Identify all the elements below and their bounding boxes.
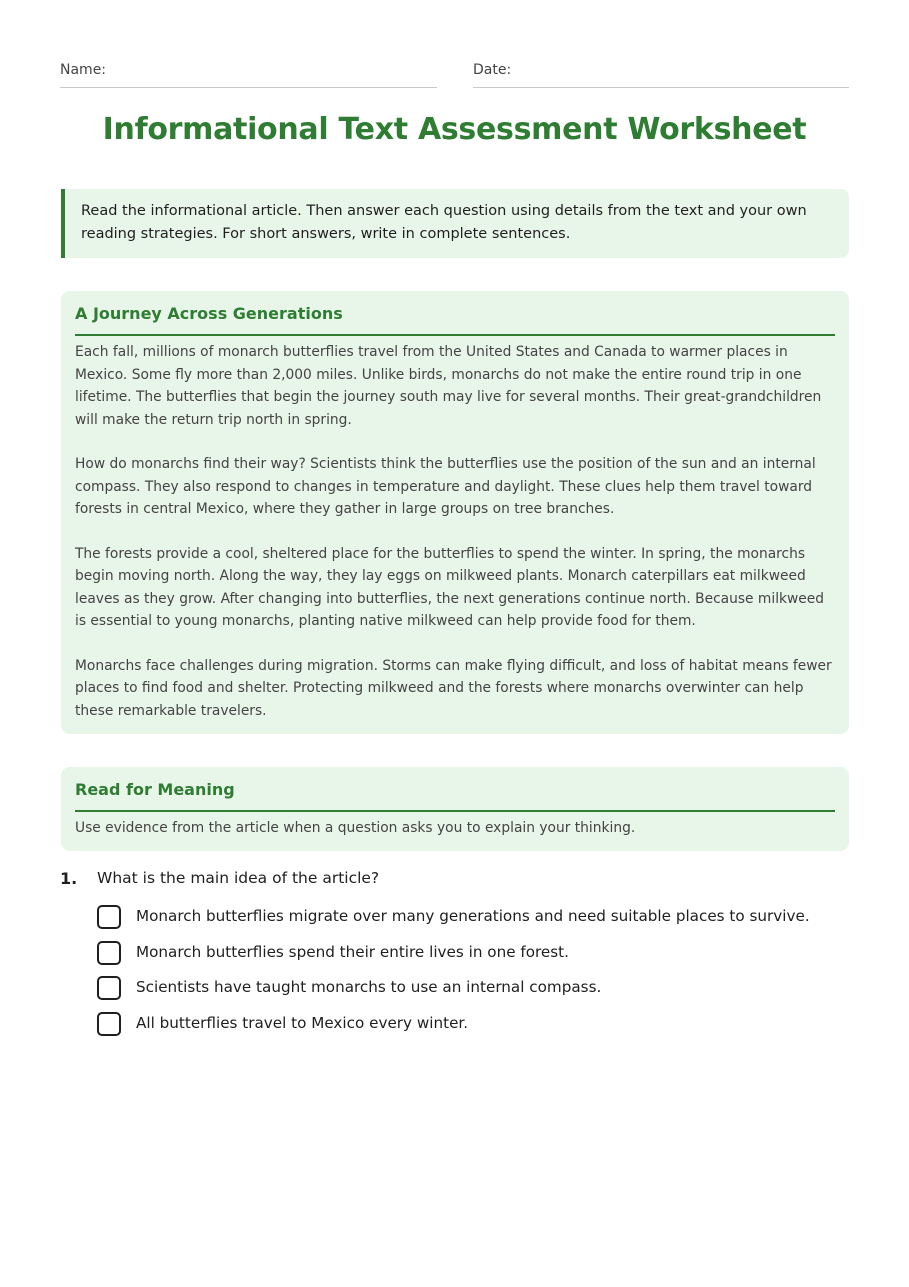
article-heading: A Journey Across Generations xyxy=(75,304,835,336)
answer-options xyxy=(97,905,847,1047)
section-heading: Read for Meaning xyxy=(75,780,835,812)
name-field[interactable] xyxy=(60,60,437,88)
date-field[interactable] xyxy=(473,60,849,88)
name-label: Name: xyxy=(60,62,107,78)
option-label: All butterflies travel to Mexico every winter. xyxy=(136,1013,469,1032)
date-label: Date: xyxy=(473,62,512,78)
article-body xyxy=(75,341,835,744)
checkbox[interactable] xyxy=(97,1012,121,1036)
article-paragraph: How do monarchs find their way? Scientists think the butterflies use the position of the sun and an internal compass. They also respond to changes in temperature and daylight. These clues help them travel toward forests in central Mexico, where they gather in large groups on tree branches. xyxy=(75,456,816,517)
option-label: Monarch butterflies migrate over many generations and need suitable places to survive. xyxy=(136,907,810,925)
answer-option[interactable] xyxy=(97,905,847,941)
option-label: Scientists have taught monarchs to use an internal compass. xyxy=(136,978,602,996)
question-number: 1. xyxy=(60,869,78,888)
checkbox[interactable] xyxy=(97,976,121,1000)
article-panel xyxy=(61,291,849,734)
student-info-row xyxy=(60,60,849,90)
article-paragraph: The forests provide a cool, sheltered place for the butterflies to spend the winter. In spring, the monarchs begin moving north. Along the way, they lay eggs on milkweed plants. Monarch caterpillars eat milkweed leaves as they grow. After changing into butterflies, the next generations continue north. Because milkweed is essential to young monarchs, planting native milkweed can help provide food for them. xyxy=(75,545,825,629)
article-paragraph: Monarchs face challenges during migration. Storms can make flying difficult, and loss of habitat means fewer places to find food and shelter. Protecting milkweed and the forests where monarchs overwinter can help these remarkable travelers. xyxy=(75,657,832,719)
question-text: What is the main idea of the article? xyxy=(97,869,380,887)
answer-option[interactable] xyxy=(97,976,847,1012)
article-paragraph: Each fall, millions of monarch butterflies travel from the United States and Canada to warmer places in Mexico. Some fly more than 2,000 miles. Unlike birds, monarchs do not make the entire round trip in one lifetime. The butterflies that begin the journey south may live for several months. Their great-grandchildren will make the return trip north in spring. xyxy=(75,344,822,428)
answer-option[interactable] xyxy=(97,941,847,977)
option-label: Monarch butterflies spend their entire lives in one forest. xyxy=(136,942,569,961)
answer-option[interactable] xyxy=(97,1012,847,1048)
instructions-box: Read the informational article. Then answer each question using details from the text and your own reading strategies. For short answers, write in complete sentences. xyxy=(61,189,849,258)
checkbox[interactable] xyxy=(97,905,121,929)
checkbox[interactable] xyxy=(97,941,121,965)
page-title: Informational Text Assessment Worksheet xyxy=(102,112,807,147)
section-note: Use evidence from the article when a question asks you to explain your thinking. xyxy=(75,820,636,836)
section-panel xyxy=(61,767,849,851)
